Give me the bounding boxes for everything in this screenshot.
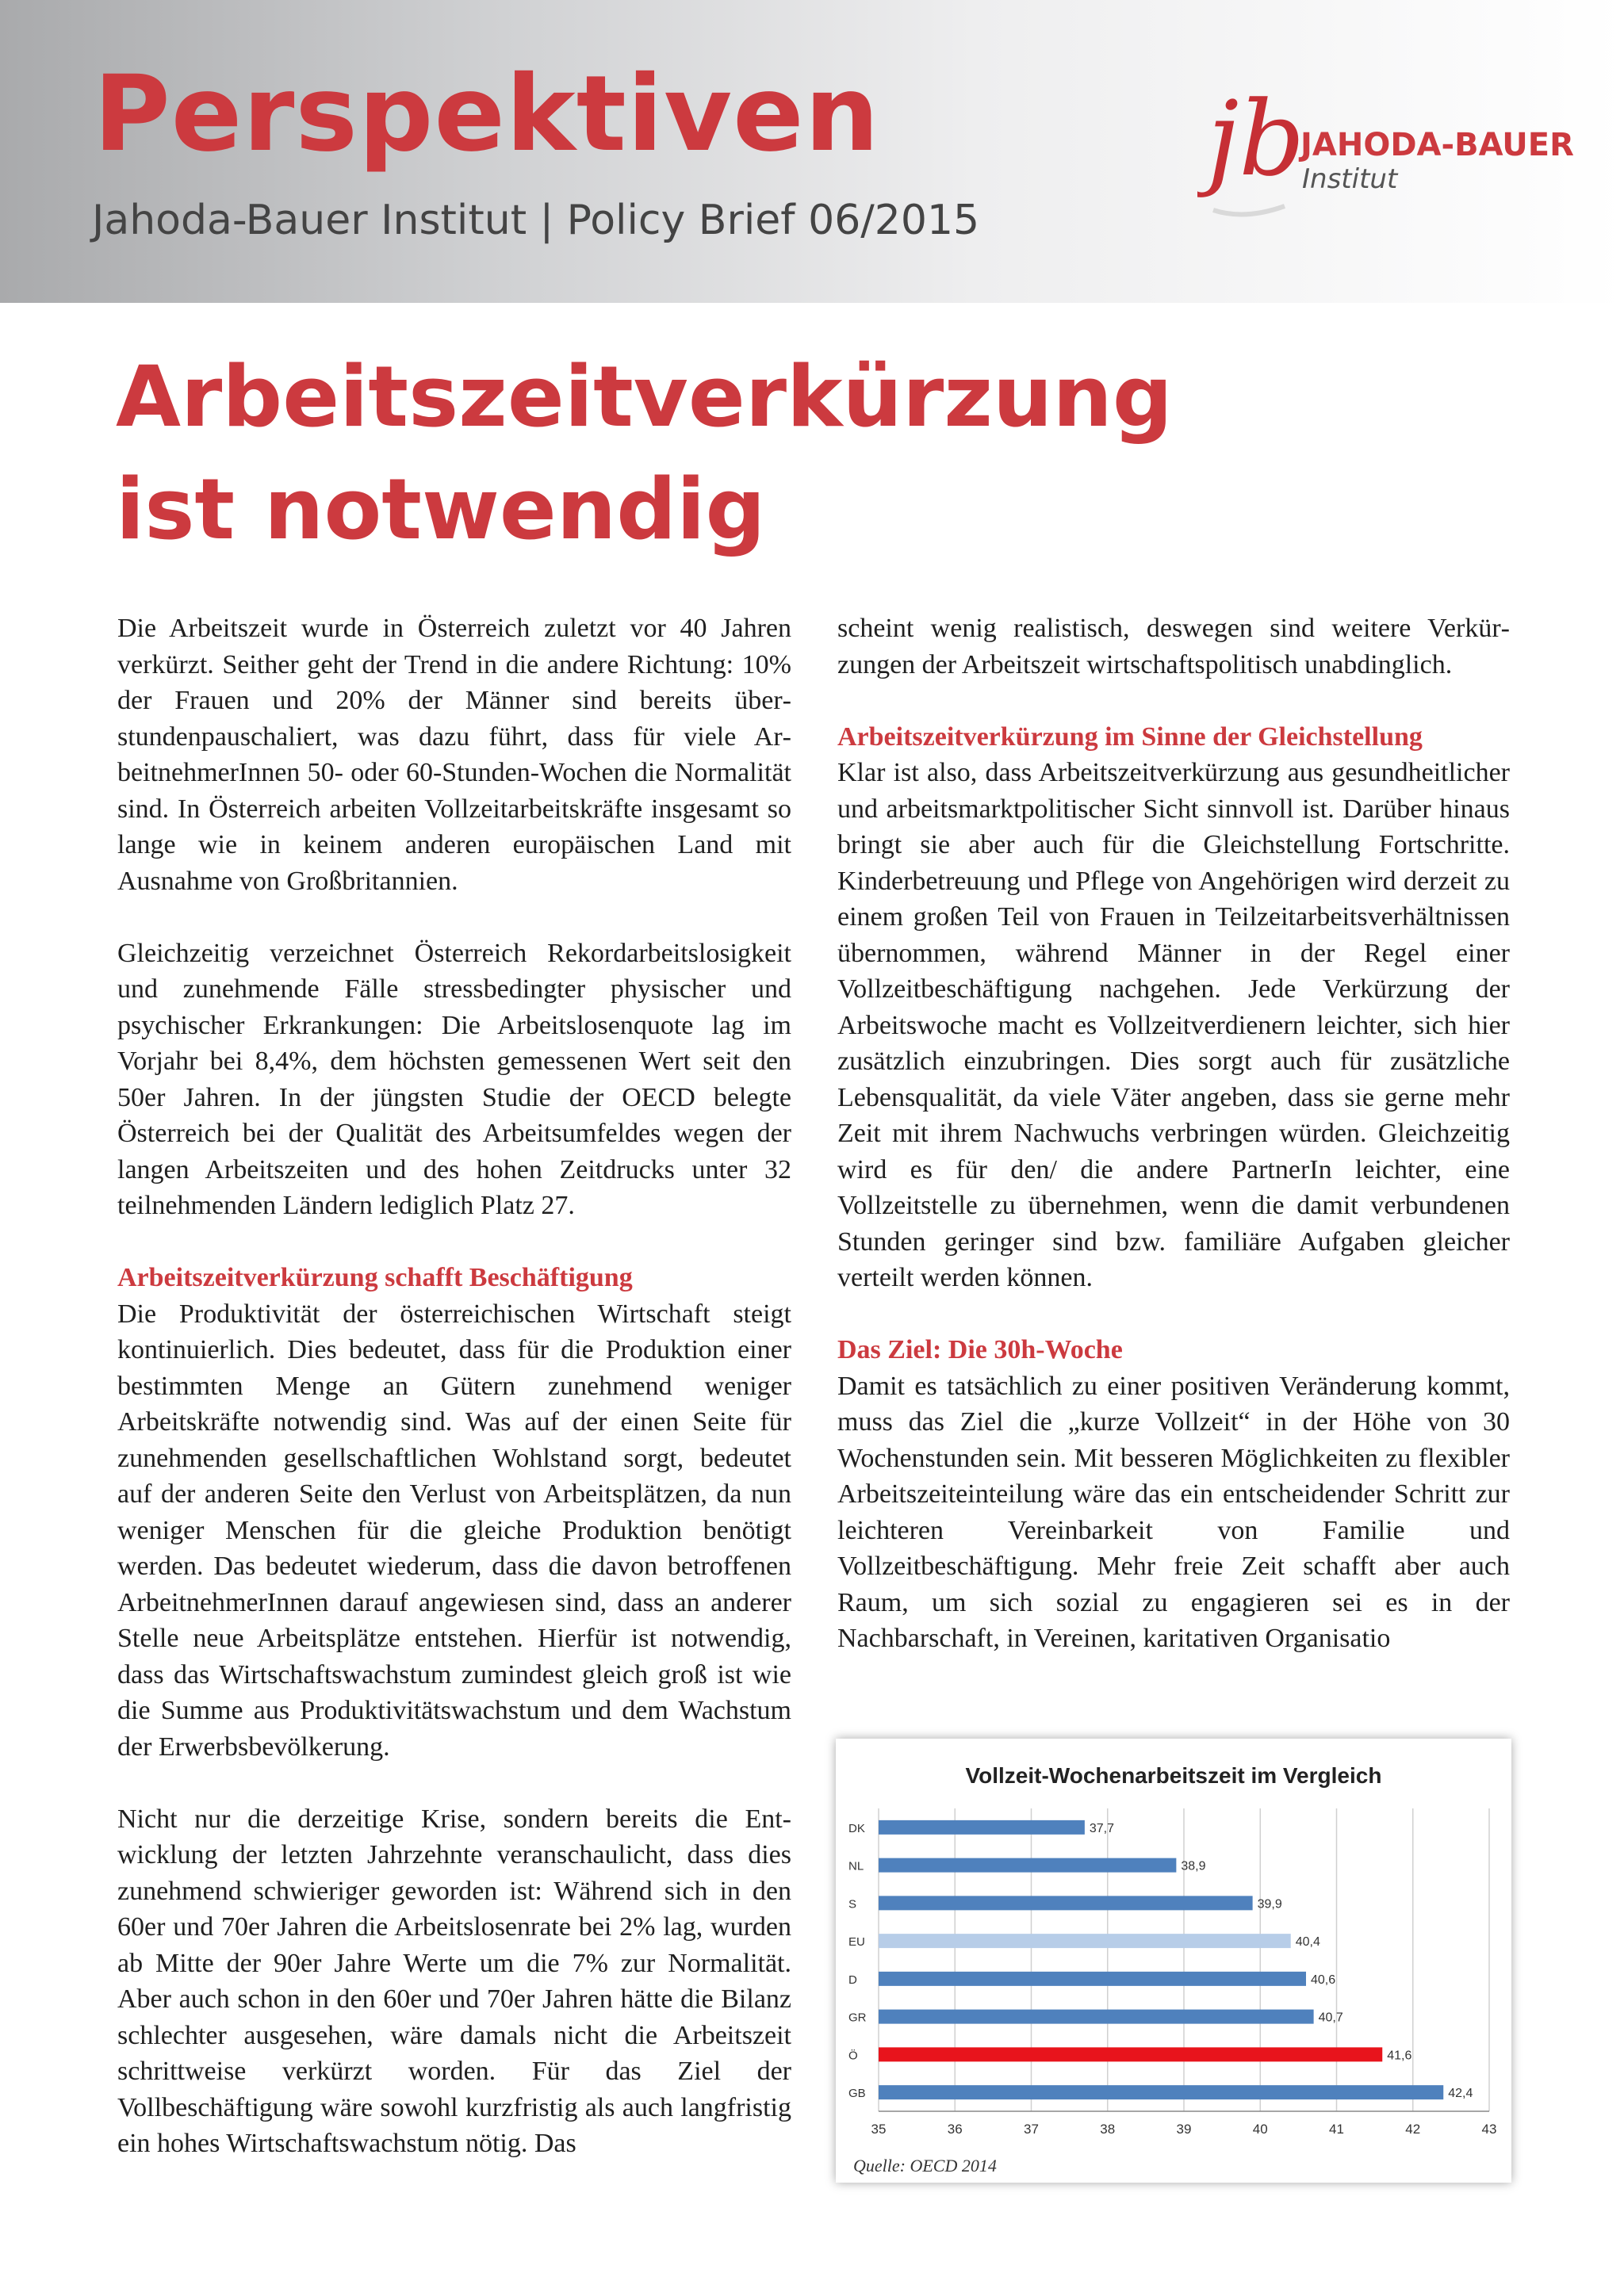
chart-source: Quelle: OECD 2014: [853, 2156, 997, 2175]
category-label: GB: [848, 2087, 866, 2101]
working-hours-chart: [836, 1739, 1511, 2183]
x-tick-label: 38: [1100, 2122, 1116, 2137]
paragraph: Damit es tatsächlich zu einer positiven Veränderung kommt, muss das Ziel die „kurze Vollzeit“ in der Höhe von 30 Wochenstunden sein. Mit besseren Möglichkeiten zu flexibler Arbeitszeiteinteilung wäre das ein entscheidender Schritt zur leichteren Vereinbarkeit von Familie und Vollzeitbeschäftigung. Mehr freie Zeit schafft aber auch Raum, um sich sozial zu engagieren sei es in der Nachbarschaft, in Vereinen, karitativen Organisatio: [837, 1371, 1510, 1653]
article-title: [116, 341, 1173, 566]
x-tick-label: 40: [1252, 2122, 1268, 2137]
chart-canvas: [836, 1739, 1511, 2183]
header-banner: [0, 0, 1624, 303]
data-label: 40,7: [1318, 2011, 1343, 2025]
logo-subtitle: Institut: [1302, 163, 1398, 195]
logo-mark: jb: [1207, 78, 1305, 199]
chart-title: Vollzeit-Wochenarbeitszeit im Vergleich: [965, 1763, 1382, 1788]
x-tick-label: 39: [1176, 2122, 1192, 2137]
data-label: 41,6: [1387, 2049, 1412, 2063]
bar-NL: [879, 1858, 1176, 1873]
brand-title: Perspektiven: [94, 53, 880, 175]
section-heading: Das Ziel: Die 30h-Woche: [837, 1335, 1123, 1364]
logo-name: JAHODA-BAUER: [1300, 127, 1574, 163]
section-heading: Arbeitszeitverkürzung im Sinne der Gleichstellung: [837, 721, 1423, 752]
bar-S: [879, 1896, 1253, 1910]
category-label: DK: [848, 1821, 865, 1835]
section-heading: Arbeitszeitverkürzung schafft Beschäftigung: [117, 1263, 633, 1292]
title-line-1: Arbeitszeitverkürzung: [116, 348, 1173, 446]
data-label: 37,7: [1089, 1821, 1115, 1835]
x-tick-label: 41: [1329, 2122, 1344, 2137]
bar-Ö: [879, 2047, 1382, 2061]
bar-GR: [879, 2010, 1314, 2024]
paragraph: Die Arbeitszeit wurde in Österreich zuletzt vor 40 Jahren verkürzt. Seither geht der Trend in die andere Richtung: 10% der Frauen und 20% der Männer sind bereits überstundenpauschaliert, was dazu führt, dass für viele ArbeitnehmerInnen 50- oder 60-Stunden-Wochen die Normalität sind. In Österreich arbeiten Vollzeitarbeitskräfte insgesamt so lange wie in keinem anderen europäischen Land mit Ausnahme von Großbritannien.: [117, 614, 791, 896]
data-label: 38,9: [1181, 1859, 1206, 1873]
brief-subtitle: Jahoda-Bauer Institut | Policy Brief 06/2015: [92, 197, 980, 244]
category-label: Ö: [848, 2049, 858, 2063]
x-tick-label: 36: [947, 2122, 963, 2137]
data-label: 42,4: [1448, 2087, 1473, 2101]
x-tick-label: 43: [1481, 2122, 1497, 2137]
paragraph: Klar ist also, dass Arbeitszeitverkürzung aus gesundheitlicher und arbeitsmarktpolitischer Sicht sinnvoll ist. Darüber hinaus bringt sie aber auch für die Gleichstellung Fortschritte. Kinderbetreuung und Pflege von Angehörigen wird derzeit zu einem großen Teil von Frauen in Teilzeitarbeitsverhältnissen übernommen, während Männer in der Regel einer Vollzeitbeschäftigung nachgehen. Jede Verkürzung der Arbeitswoche macht es Vollzeitverdienern leichter, sich hier zusätzlich einzubringen. Dies sorgt auch für zusätzliche Lebensqualität, da viele Väter angeben, dass sie gerne mehr Zeit mit ihrem Nachwuchs verbringen würden. Gleichzeitig wird es für den/ die andere PartnerIn leichter, eine Vollzeitstelle zu übernehmen, wenn die damit verbundenen Stunden geringer sind bzw. familiäre Aufgaben gleicher verteilt werden können.: [837, 758, 1510, 1292]
right-column: [837, 610, 1510, 1657]
x-tick-label: 35: [871, 2122, 887, 2137]
category-label: D: [848, 1973, 857, 1987]
paragraph: Gleichzeitig verzeichnet Österreich Rekordarbeitslosigkeit und zunehmende Fälle stressbedingter physischer und psychischer Erkrankungen: Die Arbeitslosenquote lag im Vorjahr bei 8,4%, dem höchsten gemessenen Wert seit den 50er Jahren. In der jüngsten Studie der OECD belegte Österreich bei der Qualität des Arbeitsumfeldes wegen der langen Arbeitszeiten und des hohen Zeitdrucks unter 32 teilnehmenden Ländern lediglich Platz 27.: [117, 938, 791, 1220]
category-label: NL: [848, 1859, 864, 1873]
paragraph: scheint wenig realistisch, deswegen sind weitere Verkürzungen der Arbeitszeit wirtschaftspolitisch unabdinglich.: [837, 614, 1510, 679]
bar-EU: [879, 1934, 1291, 1948]
title-line-2: ist notwendig: [116, 461, 766, 558]
category-label: S: [848, 1897, 857, 1911]
bar-D: [879, 1972, 1306, 1986]
paragraph: Nicht nur die derzeitige Krise, sondern bereits die Entwicklung der letzten Jahrzehnte veranschaulicht, dass dies zunehmend schwieriger geworden ist: Während sich in den 60er und 70er Jahren die Arbeitslosenrate bei 2% lag, wurden ab Mitte der 90er Jahre Werte um die 7% zur Normalität. Aber auch schon in den 60er und 70er Jahren hätte die Bilanz schlechter ausgesehen, wäre damals nicht die Arbeitszeit schrittweise verkürzt worden. Für das Ziel der Vollbeschäftigung wäre sowohl kurzfristig als auch langfristig ein hohes Wirtschaftswachstum nötig. Das: [117, 1804, 791, 2158]
category-label: GR: [848, 2011, 867, 2025]
paragraph: Die Produktivität der österreichischen Wirtschaft steigt kontinuierlich. Dies bedeutet, dass für die Produktion einer bestimmten Menge an Gütern zunehmend weniger Arbeitskräfte notwendig sind. Was auf der einen Seite für zunehmenden gesellschaftlichen Wohlstand sorgt, bedeutet auf der anderen Seite den Verlust von Arbeitsplätzen, da nun weniger Menschen für die gleiche Produktion benötigt werden. Das bedeutet wiederum, dass die davon betroffenen ArbeitnehmerInnen darauf angewiesen sind, dass an anderer Stelle neue Arbeitsplätze entstehen. Hierfür ist notwendig, dass das Wirtschaftswachstum zumindest gleich groß ist wie die Summe aus Produktivitätswachstum und dem Wachstum der Erwerbsbevölkerung.: [117, 1299, 791, 1762]
x-tick-label: 42: [1405, 2122, 1421, 2137]
data-label: 39,9: [1257, 1897, 1282, 1911]
bar-GB: [879, 2085, 1443, 2099]
bar-DK: [879, 1820, 1085, 1835]
data-label: 40,6: [1311, 1973, 1336, 1987]
left-column: [117, 610, 791, 2162]
institute-logo: [1197, 63, 1574, 222]
category-label: EU: [848, 1935, 865, 1950]
data-label: 40,4: [1295, 1935, 1320, 1950]
x-tick-label: 37: [1024, 2122, 1039, 2137]
